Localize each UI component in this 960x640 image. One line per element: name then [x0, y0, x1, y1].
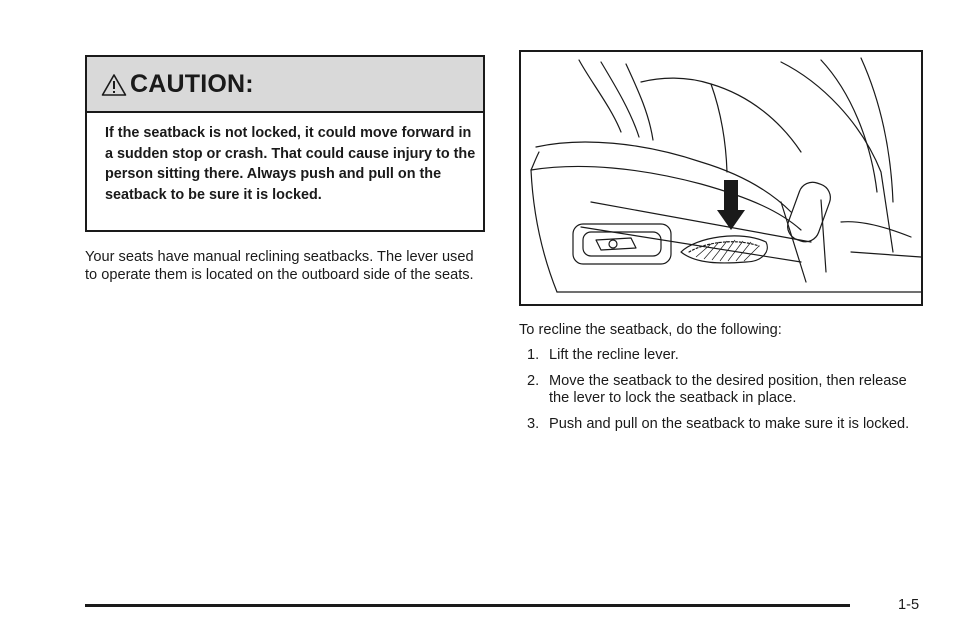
intro-paragraph: Your seats have manual reclining seatbacks. The lever used to operate them is located on the outboard side of the seats. [85, 249, 474, 283]
step-item [527, 373, 927, 408]
page-number: 1-5 [898, 597, 920, 613]
seat-drawing [521, 52, 921, 304]
step-number: 1. [527, 347, 540, 363]
caution-title: CAUTION: [130, 70, 254, 98]
step-text: Move the seatback to the desired position, then release the lever to lock the seatback in place. [549, 372, 907, 406]
step-text: Lift the recline lever. [549, 347, 679, 363]
step-number: 2. [527, 372, 540, 389]
instructions-intro: To recline the seatback, do the following: [519, 322, 782, 338]
caution-header [87, 57, 483, 113]
step-item [527, 416, 927, 434]
instruction-steps [527, 347, 927, 441]
warning-triangle-icon [101, 73, 127, 97]
step-item [527, 347, 927, 365]
caution-box [85, 55, 485, 232]
seat-illustration [519, 50, 923, 306]
step-number: 3. [527, 415, 540, 432]
caution-text: If the seatback is not locked, it could move forward in a sudden stop or crash. That could cause injury to the person sitting there. Always push and pull on the seatback to be sure it is locked. [105, 125, 476, 203]
arrow-down-icon [717, 180, 745, 230]
footer-rule [85, 604, 850, 607]
step-text: Push and pull on the seatback to make sure it is locked. [549, 415, 910, 432]
